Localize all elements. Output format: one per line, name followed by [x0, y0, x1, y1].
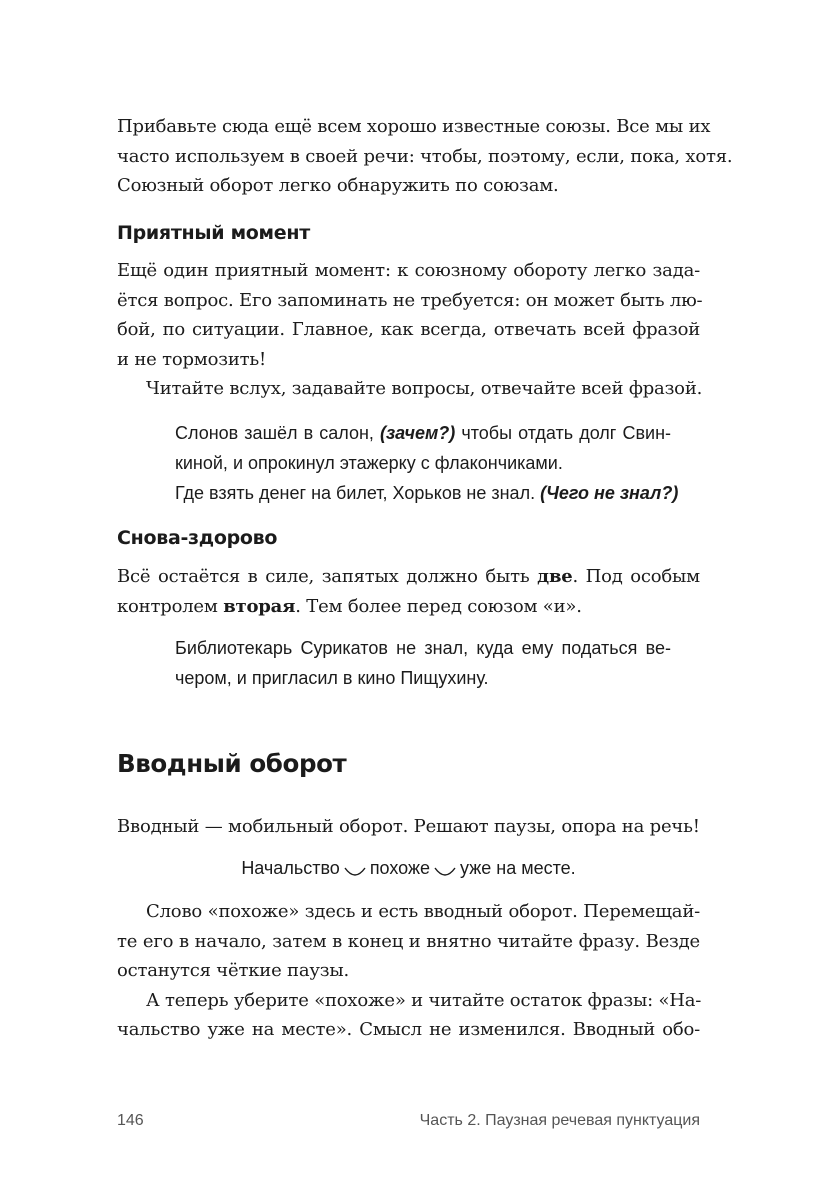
example-line [175, 418, 671, 448]
paragraph-again [117, 562, 700, 621]
pause-arc-icon [433, 866, 457, 878]
section-heading-again: Снова-здорово [117, 527, 278, 549]
emphasis: две [537, 566, 573, 587]
text-line: Слово «похоже» здесь и есть вводный оборот. Перемещай- [146, 901, 700, 922]
text-line: останутся чёткие паузы. [117, 960, 350, 981]
example-line: киной, и опрокинул этажерку с флакончиками. [175, 453, 563, 473]
running-title: Часть 2. Паузная речевая пунктуация [419, 1112, 700, 1129]
text-line: часто используем в своей речи: чтобы, поэтому, если, пока, хотя. [117, 145, 733, 167]
example-text: уже на месте. [460, 858, 576, 878]
pause-arc-icon [343, 866, 367, 878]
text-line: Прибавьте сюда ещё всем хорошо известные союзы. Все мы их [117, 116, 711, 137]
example-block-2 [175, 633, 671, 693]
text-run: Всё остаётся в силе, запятых должно быть [117, 566, 538, 587]
chapter-intro: Вводный — мобильный оборот. Решают паузы, опора на речь! [117, 816, 700, 837]
text-run: контролем [117, 595, 224, 617]
example-text: похоже [369, 858, 431, 878]
question-marker: (Чего не знал?) [540, 483, 679, 503]
text-line: и не тормозить! [117, 348, 267, 370]
text-run: . Тем более перед союзом «и». [295, 595, 582, 617]
text-line [117, 562, 700, 592]
text-line: те его в начало, затем в конец и внятно читайте фразу. Везде [117, 930, 700, 952]
text-line [117, 592, 700, 622]
question-marker: (зачем?) [379, 423, 456, 443]
example-line: чером, и пригласил в кино Пищухину. [175, 668, 489, 688]
instruction-line: Читайте вслух, задавайте вопросы, отвечайте всей фразой. [146, 378, 703, 399]
example-text: чтобы отдать долг Свин- [455, 423, 671, 443]
text-line: бой, по ситуации. Главное, как всегда, отвечать всей фразой [117, 319, 700, 340]
example-text: Слонов зашёл в салон, [175, 423, 380, 443]
paragraph-intro-word [117, 897, 700, 1045]
text-line: чальство уже на месте». Смысл не изменился. Вводный обо- [117, 1019, 700, 1040]
text-line: ётся вопрос. Его запоминать не требуется: он может быть лю- [117, 289, 703, 311]
emphasis: вторая [223, 595, 296, 617]
text-run: . Под особым [572, 566, 700, 587]
section-heading-pleasant-moment: Приятный момент [117, 222, 310, 244]
example-block-1 [175, 418, 679, 508]
example-text: Где взять денег на билет, Хорьков не знал. [175, 483, 541, 503]
pause-example [117, 853, 700, 883]
paragraph-pleasant-moment [117, 256, 703, 404]
paragraph-conjunctions [117, 112, 733, 201]
chapter-heading: Вводный оборот [117, 749, 347, 778]
text-line: А теперь уберите «похоже» и читайте остаток фразы: «На- [146, 989, 702, 1011]
example-text: Начальство [241, 858, 340, 878]
text-line: Союзный оборот легко обнаружить по союзам. [117, 175, 559, 196]
text-line: Ещё один приятный момент: к союзному обороту легко зада- [117, 260, 700, 281]
page-number: 146 [117, 1112, 144, 1129]
example-line: Библиотекарь Сурикатов не знал, куда ему податься ве- [175, 638, 671, 658]
example-line [175, 478, 679, 508]
